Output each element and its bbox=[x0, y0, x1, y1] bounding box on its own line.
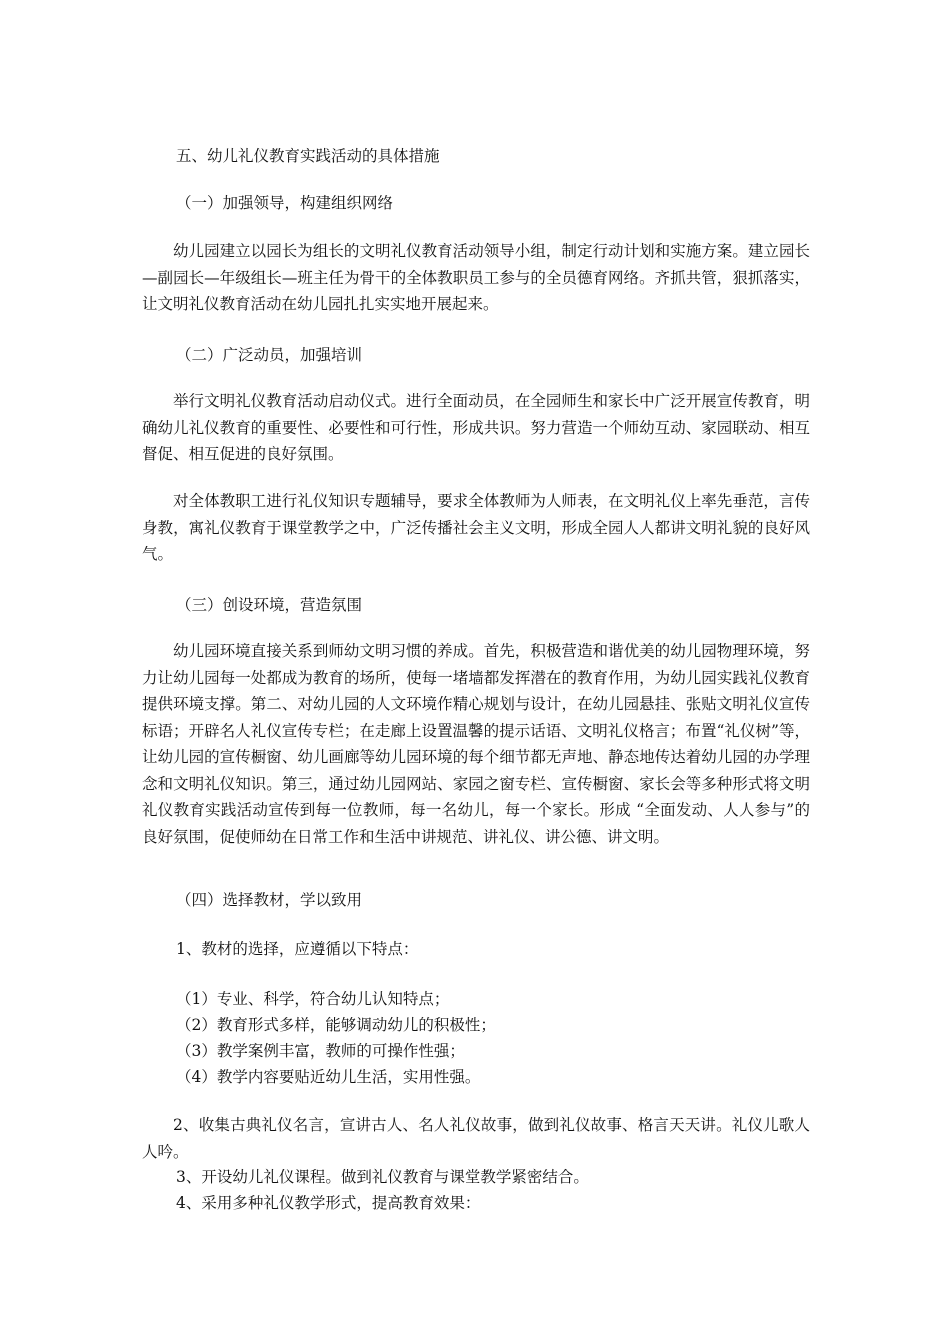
feature-item-3: （3）教学案例丰富，教师的可操作性强； bbox=[176, 1042, 465, 1060]
section-heading: 五、幼儿礼仪教育实践活动的具体措施 bbox=[176, 147, 440, 165]
section-4-title: （四）选择教材，学以致用 bbox=[176, 891, 363, 909]
section-3-title: （三）创设环境，营造氛围 bbox=[176, 596, 363, 614]
section-2-paragraph-1: 举行文明礼仪教育活动启动仪式。进行全面动员，在全园师生和家长中广泛开展宣传教育，明确幼儿礼仪教育的重要性、必要性和可行性，形成共识。努力营造一个师幼互动、家园联动、相互督促、相互促进的良好氛围。 bbox=[142, 392, 810, 463]
section-1-paragraph: 幼儿园建立以园长为组长的文明礼仪教育活动领导小组，制定行动计划和实施方案。建立园长—副园长—年级组长—班主任为骨干的全体教职员工参与的全员德育网络。齐抓共管，狠抓落实，让文明礼仪教育活动在幼儿园扎扎实实地开展起来。 bbox=[142, 242, 810, 313]
list-item-4: 4、采用多种礼仪教学形式，提高教育效果： bbox=[176, 1194, 481, 1212]
list-item-1: 1、教材的选择，应遵循以下特点： bbox=[176, 940, 419, 958]
section-1-title: （一）加强领导，构建组织网络 bbox=[176, 194, 394, 212]
feature-item-2: （2）教育形式多样，能够调动幼儿的积极性； bbox=[176, 1016, 496, 1034]
section-2-paragraph-2: 对全体教职工进行礼仪知识专题辅导，要求全体教师为人师表，在文明礼仪上率先垂范，言传身教，寓礼仪教育于课堂教学之中，广泛传播社会主义文明，形成全园人人都讲文明礼貌的良好风气。 bbox=[142, 492, 810, 563]
section-3-paragraph: 幼儿园环境直接关系到师幼文明习惯的养成。首先，积极营造和谐优美的幼儿园物理环境，努力让幼儿园每一处都成为教育的场所，使每一堵墙都发挥潜在的教育作用，为幼儿园实践礼仪教育提供环境支撑。第二、对幼儿园的人文环境作精心规划与设计，在幼儿园悬挂、张贴文明礼仪宣传标语；开辟名人礼仪宣传专栏；在走廊上设置温馨的提示话语、文明礼仪格言；布置“礼仪树”等，让幼儿园的宣传橱窗、幼儿画廊等幼儿园环境的每个细节都无声地、静态地传达着幼儿园的办学理念和文明礼仪知识。第三，通过幼儿园网站、家园之窗专栏、宣传橱窗、家长会等多种形式将文明礼仪教育实践活动宣传到每一位教师，每一名幼儿，每一个家长。形成 “全面发动、人人参与”的良好氛围，促使师幼在日常工作和生活中讲规范、讲礼仪、讲公德、讲文明。 bbox=[142, 642, 810, 846]
list-item-3: 3、开设幼儿礼仪课程。做到礼仪教育与课堂教学紧密结合。 bbox=[176, 1168, 589, 1186]
feature-item-1: （1）专业、科学，符合幼儿认知特点； bbox=[176, 990, 450, 1008]
feature-item-4: （4）教学内容要贴近幼儿生活，实用性强。 bbox=[176, 1068, 481, 1086]
list-item-2: 2、收集古典礼仪名言，宣讲古人、名人礼仪故事，做到礼仪故事、格言天天讲。礼仪儿歌人人吟。 bbox=[142, 1116, 810, 1161]
section-2-title: （二）广泛动员，加强培训 bbox=[176, 346, 363, 364]
